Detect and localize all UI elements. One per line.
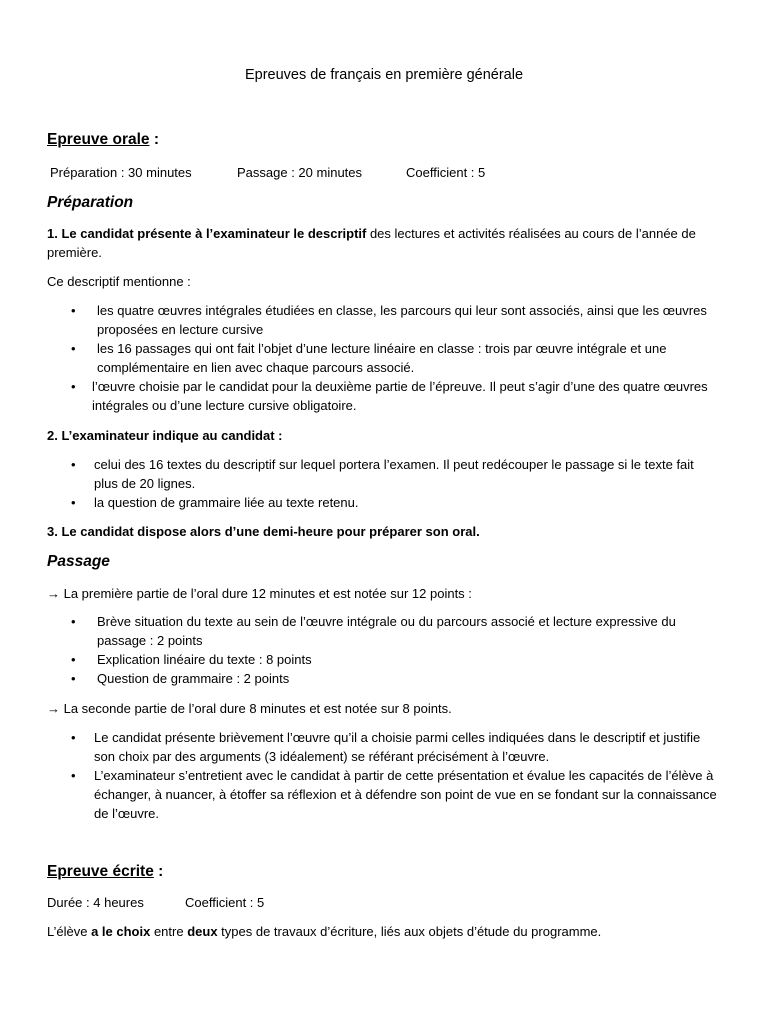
passage-part-1-intro: → La première partie de l’oral dure 12 minutes et est notée sur 12 points : <box>47 586 472 601</box>
step-1-bold: 1. Le candidat présente à l’examinateur le descriptif <box>47 226 367 241</box>
oral-heading-text: Epreuve orale <box>47 131 150 148</box>
choice-bold-1: a le choix <box>91 924 151 939</box>
ecrit-duree: Durée : 4 heures <box>47 895 144 910</box>
oral-passage-time: Passage : 20 minutes <box>237 165 363 180</box>
oral-heading-suffix: : <box>149 131 159 148</box>
list-item: • les quatre œuvres intégrales étudiées en classe, les parcours qui leur sont associés, ainsi que les œuvres proposées en lecture cursive <box>47 301 720 339</box>
step-1-text: des lectures et activités réalisées au cours de l’année de première. <box>47 226 696 260</box>
ecrit-heading-suffix: : <box>153 863 164 880</box>
descriptif-list <box>47 301 720 415</box>
list-item: • Le candidat présente brièvement l’œuvre qu’il a choisie parmi celles indiquées dans le descriptif et justifie son choix par des arguments (3 idéalement) se référant précisément à l’œuvre. <box>47 728 720 766</box>
oral-preparation-time: Préparation : 30 minutes <box>50 165 192 180</box>
document-title: Epreuves de français en première générale <box>244 67 524 83</box>
list-item: • Question de grammaire : 2 points <box>47 669 720 688</box>
choice-text-1: L’élève <box>47 924 92 939</box>
oral-heading <box>47 130 720 149</box>
step-2-list <box>47 455 720 512</box>
list-item: • l’œuvre choisie par le candidat pour la deuxième partie de l’épreuve. Il peut s’agir d’une des quatre œuvres intégrales ou d’une lecture cursive obligatoire. <box>47 377 720 415</box>
preparation-step-3: 3. Le candidat dispose alors d’une demi-heure pour préparer son oral. <box>47 524 480 539</box>
choice-text-2: entre <box>150 924 188 939</box>
choice-bold-2: deux <box>187 924 218 939</box>
part-1-list <box>47 612 720 688</box>
list-item: • celui des 16 textes du descriptif sur lequel portera l’examen. Il peut redécouper le passage si le texte fait plus de 20 lignes. <box>47 455 720 493</box>
list-item: • les 16 passages qui ont fait l’objet d’une lecture linéaire en classe : trois par œuvre intégrale et une complémentaire en lien avec chaque parcours associé. <box>47 339 720 377</box>
list-item: • L’examinateur s’entretient avec le candidat à partir de cette présentation et évalue les capacités de l’élève à échanger, à nuancer, à étoffer sa réflexion et à défendre son point de vue en se fondant sur la connaissance de l’œuvre. <box>47 766 720 823</box>
passage-heading: Passage <box>47 553 110 570</box>
preparation-heading: Préparation <box>47 194 134 211</box>
ecrit-coefficient: Coefficient : 5 <box>185 895 265 910</box>
list-item: • la question de grammaire liée au texte retenu. <box>47 493 720 512</box>
preparation-step-1 <box>47 224 720 262</box>
choice-text-3: types de travaux d’écriture, liés aux objets d’étude du programme. <box>217 924 602 939</box>
passage-part-2-intro: → La seconde partie de l’oral dure 8 minutes et est notée sur 8 points. <box>47 701 452 716</box>
oral-coefficient: Coefficient : 5 <box>406 165 486 180</box>
list-item: • Explication linéaire du texte : 8 points <box>47 650 720 669</box>
ecrit-choice <box>47 922 720 941</box>
part-2-list <box>47 728 720 823</box>
descriptif-intro: Ce descriptif mentionne : <box>47 274 191 289</box>
ecrit-heading-text: Epreuve écrite <box>47 863 154 880</box>
preparation-step-2: 2. L’examinateur indique au candidat : <box>47 428 283 443</box>
ecrit-heading <box>47 862 720 881</box>
list-item: • Brève situation du texte au sein de l’œuvre intégrale ou du parcours associé et lecture expressive du passage : 2 points <box>47 612 720 650</box>
